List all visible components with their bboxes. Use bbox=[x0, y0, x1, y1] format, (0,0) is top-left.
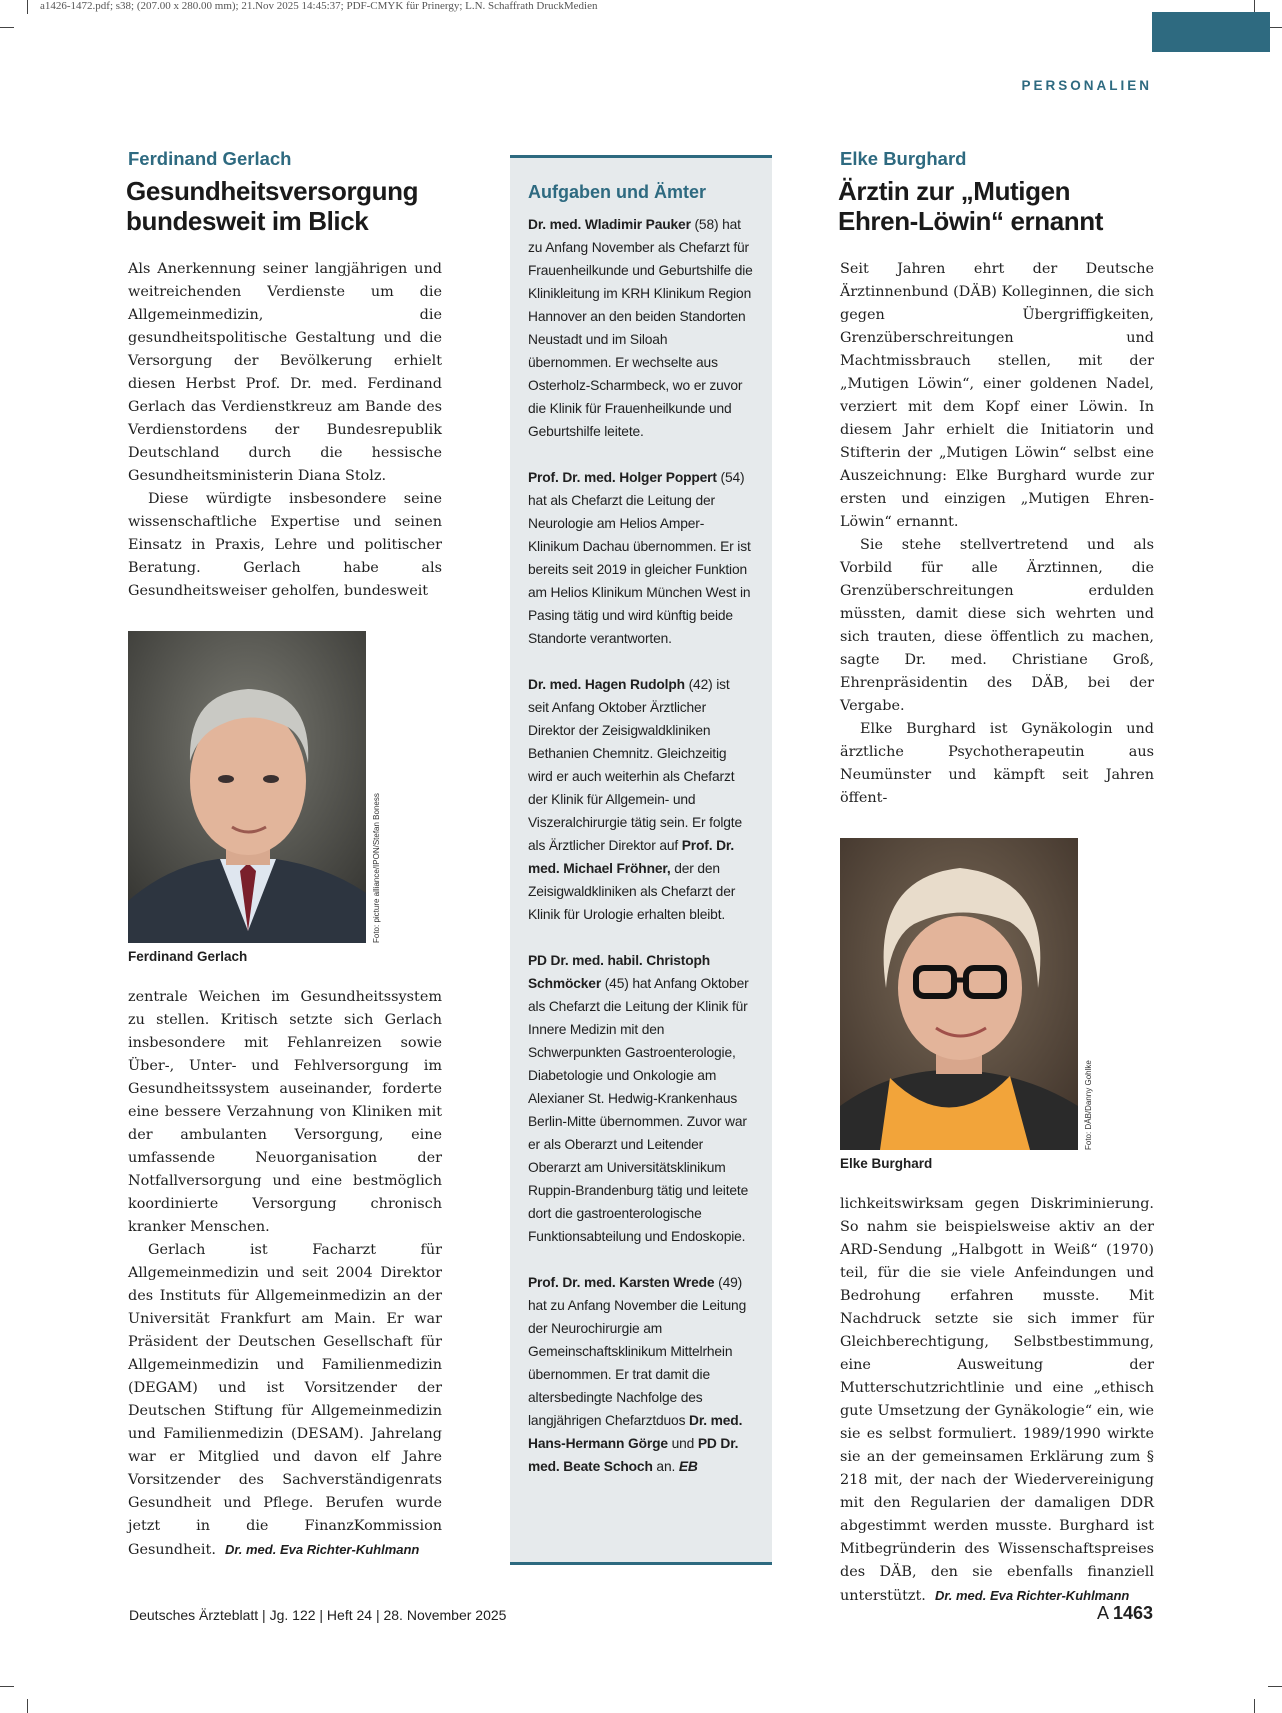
headline-line: Ehren-Löwin“ ernannt bbox=[838, 206, 1104, 236]
page-prefix: A bbox=[1096, 1603, 1113, 1623]
appointment-entry bbox=[528, 949, 754, 1248]
page-number-value: 1463 bbox=[1112, 1603, 1153, 1623]
journal-footer: Deutsches Ärzteblatt | Jg. 122 | Heft 24 | 28. November 2025 bbox=[129, 1607, 507, 1623]
page-number bbox=[1097, 1603, 1153, 1624]
person-name: Dr. med. Hans-Hermann Görge bbox=[528, 1413, 743, 1451]
headline-line: Ärztin zur „Mutigen bbox=[838, 176, 1071, 206]
appointment-entry bbox=[528, 1271, 754, 1478]
entry-text: (58) hat zu Anfang November als Chefarzt für Frauenheilkunde und Geburtshilfe die Klinikleitung im KRH Klinikum Region Hannover an den beiden Standorten Neustadt und im Siloah übernommen. Er wechselte aus Osterholz-Scharmbeck, wo er zuvor die Klinik für Frauenheilkunde und Geburtshilfe leitete. bbox=[528, 217, 753, 439]
article-gerlach bbox=[128, 148, 442, 1562]
article-person-name: Ferdinand Gerlach bbox=[128, 148, 292, 169]
crop-mark bbox=[27, 0, 28, 14]
article-person-name: Elke Burghard bbox=[840, 148, 967, 169]
gerlach-portrait-image bbox=[128, 631, 366, 943]
entry-text: und bbox=[667, 1436, 698, 1451]
person-name: Prof. Dr. med. Karsten Wrede bbox=[528, 1275, 715, 1290]
crop-mark bbox=[27, 1699, 28, 1713]
entry-text: der den Zeisigwaldkliniken als Chefarzt der Klinik für Urologie erhalten bleibt. bbox=[528, 861, 736, 922]
headline-line: Gesundheitsversorgung bbox=[126, 176, 419, 206]
article-paragraph bbox=[128, 1239, 442, 1562]
photo-credit: Foto: picture alliance/IPON/Stefan Boness bbox=[372, 793, 381, 943]
paragraph-text: Gerlach ist Facharzt für Allgemeinmedizin und seit 2004 Direktor des Instituts für Allgemeinmedizin an der Universität Frankfurt am Main. Er war Präsident der Deutschen Gesellschaft für Allgemeinmedizin und Familienmedizin (DEGAM) und ist Vorsitzender der Deutschen Stiftung für Allgemeinmedizin und Familienmedizin (DESAM). Jahrelang war er Mitglied und davon elf Jahre Vorsitzender des Sachverständigenrats Gesundheit und Pflege. Berufen wurde jetzt in die FinanzKommission Gesundheit. bbox=[128, 1242, 442, 1558]
crop-mark bbox=[1268, 27, 1282, 28]
entry-text: (45) hat Anfang Oktober als Chefarzt die Leitung der Klinik für Innere Medizin mit den Schwerpunkten Gastroenterologie, Diabetologie und Onkologie am Alexianer St. Hedwig-Krankenhaus Berlin-Mitte übernommen. Zuvor war er als Oberarzt und Leitender Oberarzt am Universitätsklinikum Ruppin-Brandenburg tätig und leitete dort die gastroenterologische Funktionsabteilung und Endoskopie. bbox=[528, 976, 749, 1244]
person-name: Prof. Dr. med. Michael Fröhner, bbox=[528, 838, 735, 876]
article-paragraph: Sie stehe stellvertretend und als Vorbild für alle Ärztinnen, die Grenzüberschreitungen erdulden müssten, damit diese sich wehrten und sich trauten, diese öffentlich zu machen, sagte Dr. med. Christiane Groß, Ehrenpräsidentin des DÄB, bei der Vergabe. bbox=[840, 537, 1154, 714]
person-name: PD Dr. med. habil. Christoph Schmöcker bbox=[528, 953, 711, 991]
author-signature: Dr. med. Eva Richter-Kuhlmann bbox=[935, 1588, 1130, 1603]
print-info-line: a1426-1472.pdf; s38; (207.00 x 280.00 mm); 21.Nov 2025 14:45:37; PDF-CMYK für Prinergy; L.N. Schaffrath DruckMedien bbox=[40, 0, 598, 12]
article-headline bbox=[838, 176, 1154, 236]
author-signature: Dr. med. Eva Richter-Kuhlmann bbox=[225, 1542, 420, 1557]
photo-caption: Elke Burghard bbox=[840, 1156, 933, 1171]
headline-line: bundesweit im Blick bbox=[126, 206, 369, 236]
entry-text: (49) hat zu Anfang November die Leitung der Neurochirurgie am Gemeinschaftsklinikum Mittelrhein übernommen. Er trat damit die altersbedingte Nachfolge des langjährigen Chefarztduos bbox=[528, 1275, 747, 1428]
article-paragraph: zentrale Weichen im Gesundheitssystem zu stellen. Kritisch setzte sich Gerlach insbesondere mit Fehlanreizen sowie Über-, Unter- und Fehlversorgung im Gesundheitssystem auseinander, forderte eine bessere Verzahnung von Kliniken mit der ambulanten Versorgung, eine umfassende Neuorganisation der Notfallversorgung und eine bestmöglich koordinierte Versorgung chronisch kranker Menschen. bbox=[128, 989, 442, 1235]
crop-mark bbox=[1268, 1686, 1282, 1687]
article-paragraph: Elke Burghard ist Gynäkologin und ärztliche Psychotherapeutin aus Neumünster und kämpft seit Jahren öffent- bbox=[840, 721, 1154, 806]
entry-text: (54) hat als Chefarzt die Leitung der Neurologie am Helios Amper-Klinikum Dachau übernommen. Er ist bereits seit 2019 in gleicher Funktion am Helios Klinikum München West in Pasing tätig und wird künftig beide Standorte verantworten. bbox=[528, 470, 751, 646]
appointment-entry bbox=[528, 673, 754, 926]
paragraph-text: lichkeitswirksam gegen Diskriminierung. So nahm sie beispielsweise aktiv an der ARD-Sendung „Halbgott in Weiß“ (1970) teil, für die sie viele Anfeindungen und Bedrohung erfahren musste. Mit Nachdruck setzte sie sich immer für Gleichberechtigung, Selbstbestimmung, eine Ausweitung der Mutterschutzrichtlinie und eine „ethisch gute Umsetzung der Gynäkologie“ ein, wie sie es selbst formuliert. 1989/1990 wirkte sie an der gemeinsamen Erklärung zum § 218 mit, der nach der Wiedervereinigung mit den Regularien der damaligen DDR abgestimmt werden musste. Burghard ist Mitbegründerin des Wissenschaftspreises des DÄB, den sie ebenfalls finanziell unterstützt. bbox=[840, 1196, 1154, 1604]
person-name: Dr. med. Wladimir Pauker bbox=[528, 217, 691, 232]
burghard-portrait-image bbox=[840, 838, 1078, 1150]
article-burghard bbox=[840, 148, 1154, 1608]
box-title: Aufgaben und Ämter bbox=[528, 182, 706, 202]
article-headline bbox=[126, 176, 442, 236]
burghard-photo bbox=[840, 838, 1098, 1150]
crop-mark bbox=[0, 1686, 14, 1687]
crop-mark bbox=[0, 27, 14, 28]
appointments-box bbox=[510, 155, 772, 1565]
section-color-tab bbox=[1152, 12, 1270, 52]
person-name: PD Dr. med. Beate Schoch bbox=[528, 1436, 739, 1474]
article-paragraph: Als Anerkennung seiner langjährigen und weitreichenden Verdienste um die Allgemeinmedizin, die gesundheitspolitische Gestaltung und die Versorgung der Bevölkerung erhielt diesen Herbst Prof. Dr. med. Ferdinand Gerlach das Verdienstkreuz am Bande des Verdienstordens der Bundesrepublik Deutschland durch die hessische Gesundheitsministerin Diana Stolz. bbox=[128, 261, 442, 484]
appointment-entry bbox=[528, 213, 754, 443]
section-kicker: PERSONALIEN bbox=[1021, 78, 1152, 93]
crop-mark bbox=[1254, 1699, 1255, 1713]
person-name: Dr. med. Hagen Rudolph bbox=[528, 677, 685, 692]
person-name: Prof. Dr. med. Holger Poppert bbox=[528, 470, 717, 485]
box-signature: EB bbox=[678, 1459, 698, 1474]
article-paragraph bbox=[840, 1193, 1154, 1608]
article-paragraph: Diese würdigte insbesondere seine wissenschaftliche Expertise und seinen Einsatz in Praxis, Lehre und politischer Beratung. Gerlach habe als Gesundheitsweiser geholfen, bundesweit bbox=[128, 491, 442, 599]
photo-credit: Foto: DÄB/Danny Gohlke bbox=[1084, 1060, 1093, 1150]
photo-caption: Ferdinand Gerlach bbox=[128, 949, 248, 964]
entry-text: an. bbox=[652, 1459, 679, 1474]
article-paragraph: Seit Jahren ehrt der Deutsche Ärztinnenbund (DÄB) Kolleginnen, die sich gegen Übergriffigkeiten, Grenzüberschreitungen und Machtmissbrauch stellen, mit der „Mutigen Löwin“, einer goldenen Nadel, verziert mit dem Kopf einer Löwin. In diesem Jahr erhielt die Initiatorin und Stifterin der „Mutigen Löwin“ selbst eine Auszeichnung: Elke Burghard wurde zur ersten und einzigen „Mutigen Ehren-Löwin“ ernannt. bbox=[840, 261, 1154, 530]
entry-text: (42) ist seit Anfang Oktober Ärztlicher Direktor der Zeisigwaldkliniken Bethanien Chemnitz. Gleichzeitig wird er auch weiterhin als Chefarzt der Klinik für Allgemein- und Viszeralchirurgie tätig sein. Er folgte als Ärztlicher Direktor auf bbox=[528, 677, 742, 853]
gerlach-photo bbox=[128, 631, 386, 943]
appointment-entry bbox=[528, 466, 754, 650]
